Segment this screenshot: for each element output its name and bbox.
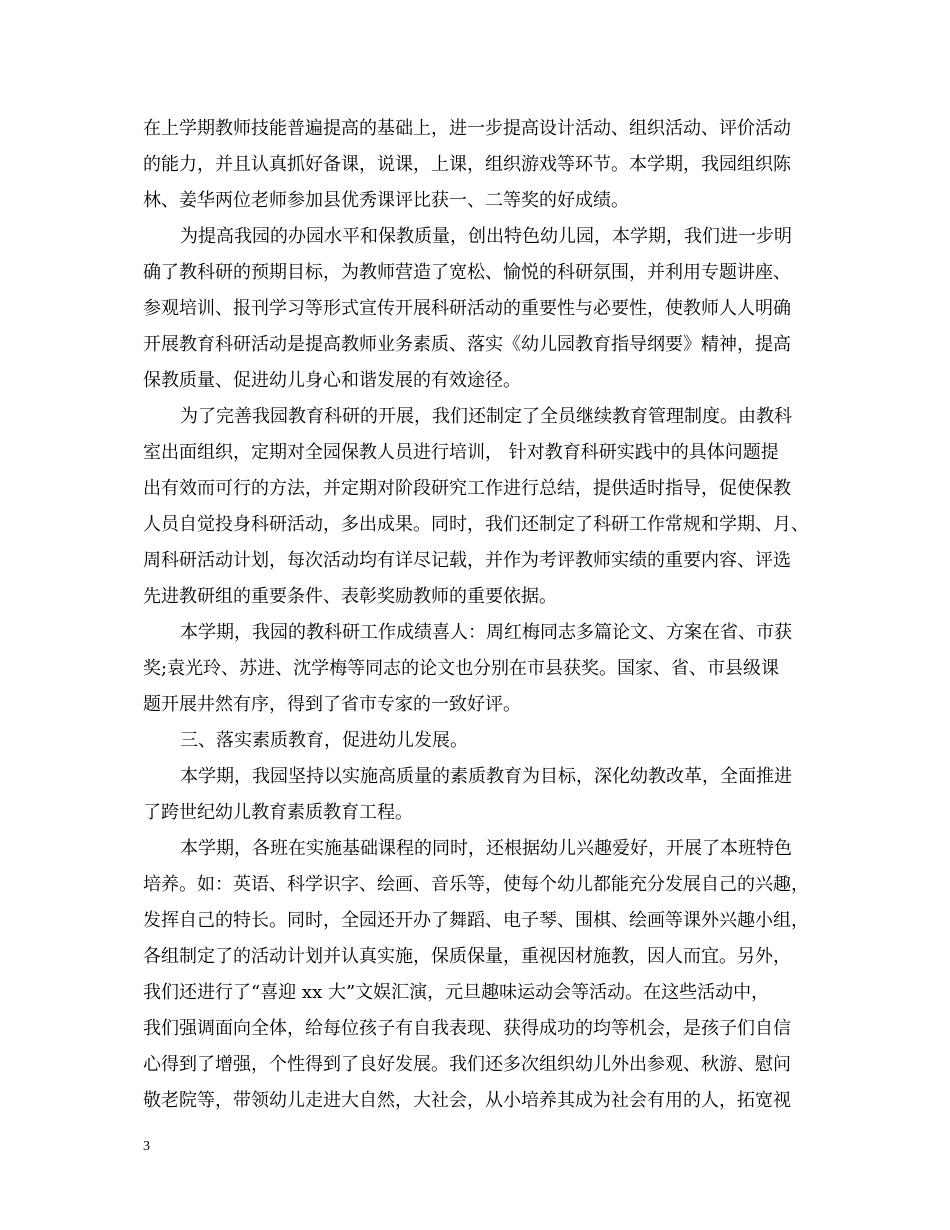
text-line: 的能力，并且认真抓好备课，说课，上课，组织游戏等环节。本学期，我园组织陈 <box>143 154 791 175</box>
section-heading: 三、落实素质教育，促进幼儿发展。 <box>180 730 468 751</box>
text-line: 了跨世纪幼儿教育素质教育工程。 <box>143 802 413 823</box>
text-line: 出有效而可行的方法，并定期对阶段研究工作进行总结，提供适时指导，促使保教 <box>143 478 791 499</box>
text-line: 人员自觉投身科研活动，多出成果。同时，我们还制定了科研工作常规和学期、月、 <box>143 514 809 535</box>
text-line: 题开展井然有序，得到了省市专家的一致好评。 <box>143 694 521 715</box>
text-line: 各组制定了的活动计划并认真实施，保质保量，重视因材施教，因人而宜。另外， <box>143 946 791 967</box>
text-line: 发挥自己的特长。同时，全园还开办了舞蹈、电子琴、围棋、绘画等课外兴趣小组， <box>143 910 809 931</box>
paragraph-first-line: 本学期，我园的教科研工作成绩喜人：周红梅同志多篇论文、方案在省、市获 <box>180 622 792 643</box>
text-line: 林、姜华两位老师参加县优秀课评比获一、二等奖的好成绩。 <box>143 190 629 211</box>
paragraph-first-line: 为提高我园的办园水平和保教质量，创出特色幼儿园，本学期，我们进一步明 <box>180 226 792 247</box>
text-line: 保教质量、促进幼儿身心和谐发展的有效途径。 <box>143 370 521 391</box>
text-line: 参观培训、报刊学习等形式宣传开展科研活动的重要性与必要性，使教师人人明确 <box>143 298 791 319</box>
text-line: 我们还进行了“喜迎 xx 大”文娱汇演，元旦趣味运动会等活动。在这些活动中， <box>143 982 770 1003</box>
page-number: 3 <box>143 1139 150 1154</box>
text-line: 我们强调面向全体，给每位孩子有自我表现、获得成功的均等机会，是孩子们自信 <box>143 1018 791 1039</box>
text-line: 在上学期教师技能普遍提高的基础上，进一步提高设计活动、组织活动、评价活动 <box>143 118 791 139</box>
text-line: 室出面组织，定期对全园保教人员进行培训， 针对教育科研实践中的具体问题提 <box>143 442 779 463</box>
paragraph-first-line: 本学期，各班在实施基础课程的同时，还根据幼儿兴趣爱好，开展了本班特色 <box>180 838 792 859</box>
paragraph-first-line: 本学期，我园坚持以实施高质量的素质教育为目标，深化幼教改革，全面推进 <box>180 766 792 787</box>
text-line: 敬老院等，带领幼儿走进大自然，大社会，从小培养其成为社会有用的人，拓宽视 <box>143 1090 791 1111</box>
text-line: 开展教育科研活动是提高教师业务素质、落实《幼儿园教育指导纲要》精神，提高 <box>143 334 791 355</box>
text-line: 心得到了增强，个性得到了良好发展。我们还多次组织幼儿外出参观、秋游、慰问 <box>143 1054 791 1075</box>
text-line: 周科研活动计划，每次活动均有详尽记载，并作为考评教师实绩的重要内容、评选 <box>143 550 791 571</box>
text-line: 先进教研组的重要条件、表彰奖励教师的重要依据。 <box>143 586 557 607</box>
text-line: 确了教科研的预期目标，为教师营造了宽松、愉悦的科研氛围，并利用专题讲座、 <box>143 262 791 283</box>
text-line: 培养。如：英语、科学识字、绘画、音乐等，使每个幼儿都能充分发展自己的兴趣， <box>143 874 809 895</box>
paragraph-first-line: 为了完善我园教育科研的开展，我们还制定了全员继续教育管理制度。由教科 <box>180 406 792 427</box>
text-line: 奖;袁光玲、苏进、沈学梅等同志的论文也分别在市县获奖。国家、省、市县级课 <box>143 658 780 679</box>
